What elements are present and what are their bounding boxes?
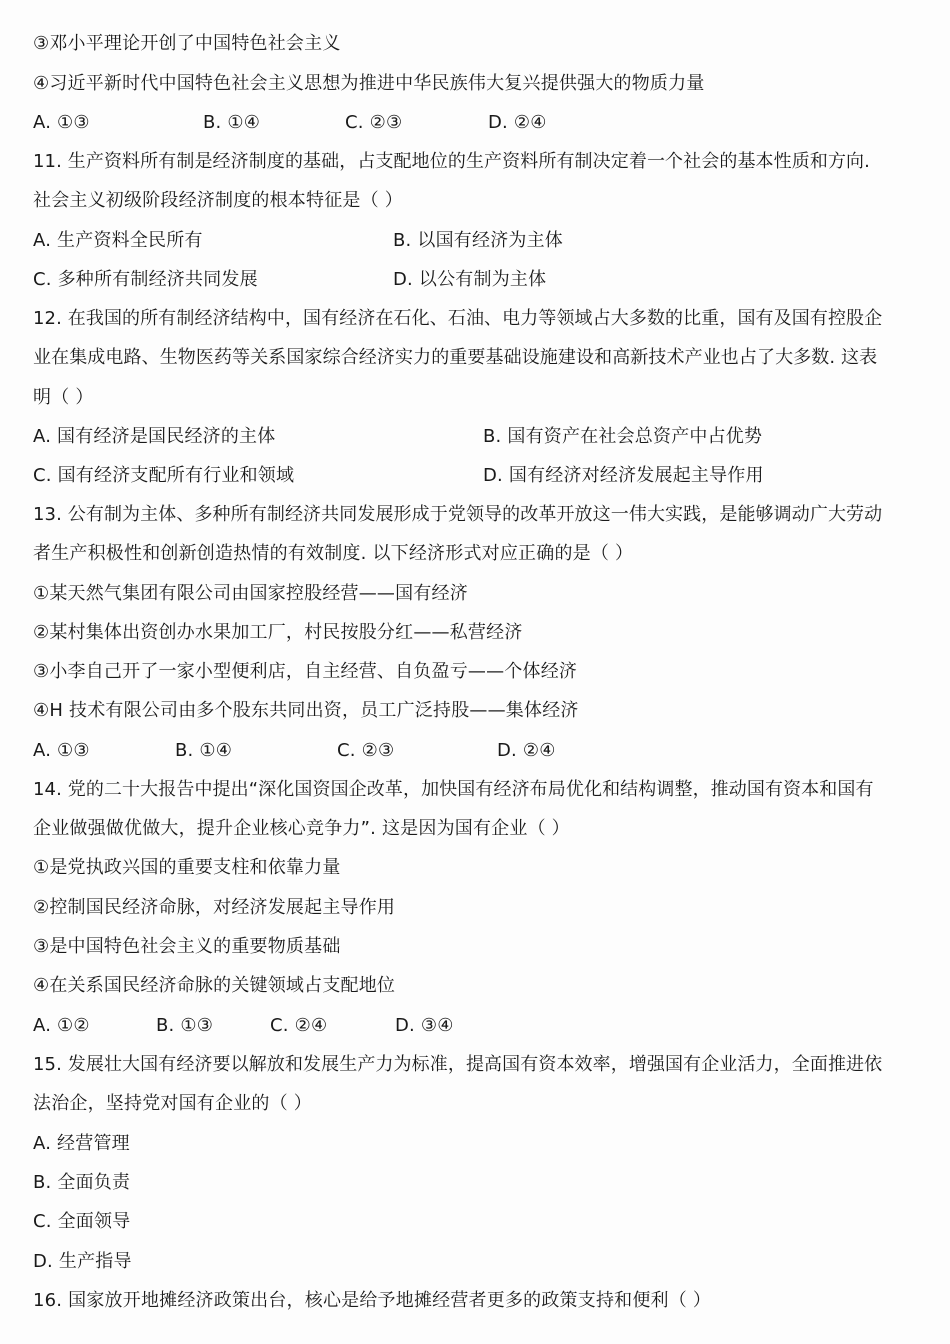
q13-statement-2: ②某村集体出资创办水果加工厂，村民按股分红——私营经济	[33, 622, 523, 643]
q14-option-a: A. ①②	[33, 1015, 90, 1036]
q12-option-c: C. 国有经济支配所有行业和领域	[33, 465, 295, 486]
q14-statement-1: ①是党执政兴国的重要支柱和依靠力量	[33, 857, 341, 878]
q14-option-d: D. ③④	[395, 1015, 454, 1036]
q12-options-row-1	[33, 424, 926, 450]
q11-options-row-1	[33, 228, 926, 254]
q12-option-d: D. 国有经济对经济发展起主导作用	[483, 465, 764, 486]
q12-options-row-2	[33, 463, 926, 489]
q13-options	[33, 738, 926, 764]
q13-statement-1: ①某天然气集团有限公司由国家控股经营——国有经济	[33, 583, 468, 604]
q12-stem-line-3: 明（ ）	[33, 387, 94, 408]
q12-option-a: A. 国有经济是国民经济的主体	[33, 426, 276, 447]
q14-option-b: B. ①③	[156, 1015, 214, 1036]
q10-option-b: B. ①④	[203, 112, 261, 133]
q13-option-a: A. ①③	[33, 740, 90, 761]
q10-options	[33, 110, 926, 136]
q15-stem-line-2: 法治企，坚持党对国有企业的（ ）	[33, 1093, 312, 1114]
q10-statement-3: ③邓小平理论开创了中国特色社会主义	[33, 33, 341, 54]
q10-option-a: A. ①③	[33, 112, 90, 133]
q13-statement-3: ③小李自己开了一家小型便利店，自主经营、自负盈亏——个体经济	[33, 661, 578, 682]
q13-stem-line-2: 者生产积极性和创新创造热情的有效制度. 以下经济形式对应正确的是（ ）	[33, 543, 634, 564]
q12-stem-line-2: 业在集成电路、生物医药等关系国家综合经济实力的重要基础设施建设和高新技术产业也占了大多数. 这表	[33, 347, 878, 368]
q14-statement-2: ②控制国民经济命脉，对经济发展起主导作用	[33, 897, 396, 918]
q11-option-c: C. 多种所有制经济共同发展	[33, 269, 258, 290]
q14-statement-3: ③是中国特色社会主义的重要物质基础	[33, 936, 341, 957]
q11-stem-line-1: 11. 生产资料所有制是经济制度的基础，占支配地位的生产资料所有制决定着一个社会的基本性质和方向.	[33, 151, 870, 172]
q15-option-b: B. 全面负责	[33, 1172, 131, 1193]
q12-stem-line-1: 12. 在我国的所有制经济结构中，国有经济在石化、石油、电力等领域占大多数的比重，国有及国有控股企	[33, 308, 883, 329]
q15-option-d: D. 生产指导	[33, 1251, 132, 1272]
q14-stem-line-1: 14. 党的二十大报告中提出“深化国资国企改革，加快国有经济布局优化和结构调整，推动国有资本和国有	[33, 779, 874, 800]
q10-option-d: D. ②④	[488, 112, 547, 133]
q11-option-a: A. 生产资料全民所有	[33, 230, 203, 251]
q15-option-a: A. 经营管理	[33, 1133, 130, 1154]
q11-stem-line-2: 社会主义初级阶段经济制度的根本特征是（ ）	[33, 190, 403, 211]
q16-stem-line-1: 16. 国家放开地摊经济政策出台，核心是给予地摊经营者更多的政策支持和便利（ ）	[33, 1290, 712, 1311]
q14-stem-line-2: 企业做强做优做大，提升企业核心竞争力”. 这是因为国有企业（ ）	[33, 818, 570, 839]
q13-option-c: C. ②③	[337, 740, 395, 761]
q11-option-d: D. 以公有制为主体	[393, 269, 547, 290]
q10-option-c: C. ②③	[345, 112, 403, 133]
q11-option-b: B. 以国有经济为主体	[393, 230, 563, 251]
q11-options-row-2	[33, 267, 926, 293]
q14-statement-4: ④在关系国民经济命脉的关键领域占支配地位	[33, 975, 396, 996]
q14-options	[33, 1013, 926, 1039]
q13-option-b: B. ①④	[175, 740, 233, 761]
q13-stem-line-1: 13. 公有制为主体、多种所有制经济共同发展形成于党领导的改革开放这一伟大实践，是能够调动广大劳动	[33, 504, 883, 525]
q13-option-d: D. ②④	[497, 740, 556, 761]
q12-option-b: B. 国有资产在社会总资产中占优势	[483, 426, 763, 447]
q14-option-c: C. ②④	[270, 1015, 328, 1036]
q15-option-c: C. 全面领导	[33, 1211, 131, 1232]
q15-stem-line-1: 15. 发展壮大国有经济要以解放和发展生产力为标准，提高国有资本效率，增强国有企业活力，全面推进依	[33, 1054, 883, 1075]
q13-statement-4: ④H 技术有限公司由多个股东共同出资，员工广泛持股——集体经济	[33, 700, 579, 721]
q10-statement-4: ④习近平新时代中国特色社会主义思想为推进中华民族伟大复兴提供强大的物质力量	[33, 73, 705, 94]
